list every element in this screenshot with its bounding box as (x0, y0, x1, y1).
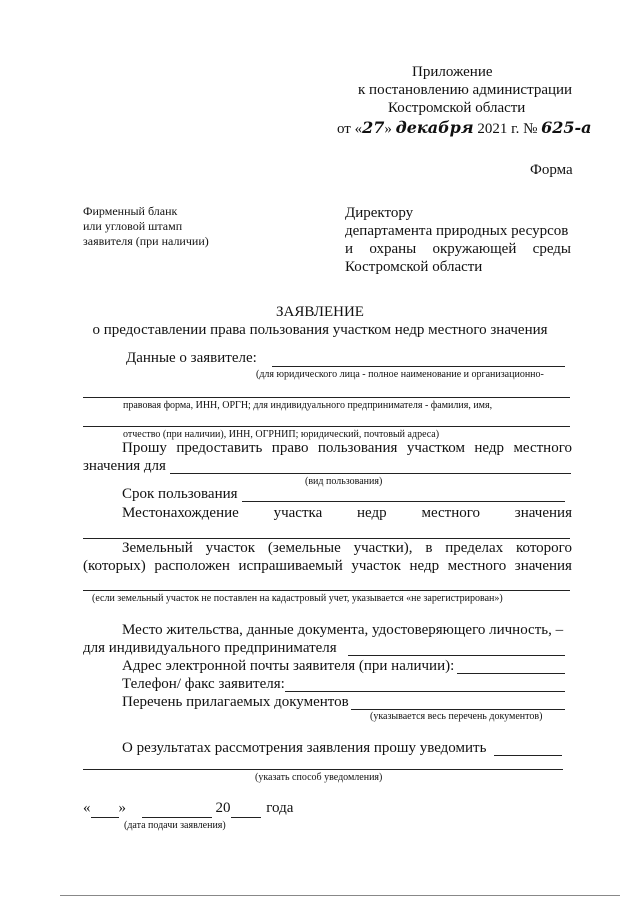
month-field[interactable] (142, 800, 212, 818)
handwritten-number: 625-а (541, 118, 592, 137)
letterhead-line2: или угловой штамп (83, 219, 183, 233)
day-field[interactable] (91, 800, 119, 818)
word: среды (532, 241, 571, 257)
quote-close: » (118, 800, 126, 816)
notify-field-2[interactable] (83, 769, 563, 770)
addressee-line3 (345, 241, 571, 258)
land-line1 (122, 540, 572, 557)
word: участки), (353, 540, 413, 556)
quote-open: « (83, 800, 91, 816)
notify-hint: (указать способ уведомления) (255, 772, 383, 783)
addressee-line4: Костромской области (345, 259, 483, 275)
word: пользования (317, 440, 398, 456)
location-line (122, 505, 572, 522)
word: испрашиваемый (238, 558, 343, 574)
word: в (425, 540, 433, 556)
email-field[interactable] (457, 673, 565, 674)
year-suffix: года (266, 800, 294, 816)
docs-label: Перечень прилагаемых документов (122, 694, 349, 710)
date-prefix: от « (337, 121, 363, 137)
date-year: 2021 г. № (477, 121, 538, 137)
letterhead-line3: заявителя (при наличии) (83, 234, 209, 248)
word: недр (357, 505, 387, 521)
applicant-hint2: правовая форма, ИНН, ОРГН; для индивидуального предпринимателя - фамилия, имя, (123, 400, 493, 411)
phone-field[interactable] (285, 691, 565, 692)
doc-title: ЗАЯВЛЕНИЕ (276, 304, 364, 320)
word: значения (514, 505, 572, 521)
word: (которых) (83, 558, 146, 574)
appendix-date-line (337, 118, 592, 138)
submission-date (83, 800, 293, 818)
year-prefix: 20 (215, 800, 231, 816)
word: недр (409, 558, 440, 574)
word: Прошу (122, 440, 167, 456)
residence-field[interactable] (348, 655, 565, 656)
appendix-line2: к постановлению администрации (358, 82, 573, 98)
word: и (345, 241, 354, 257)
term-label: Срок пользования (122, 486, 238, 502)
location-field[interactable] (83, 538, 570, 539)
land-line2 (83, 558, 572, 575)
word: участок (351, 558, 401, 574)
word: Земельный (122, 540, 193, 556)
usage-type-hint: (вид пользования) (305, 476, 383, 487)
word: местного (513, 440, 572, 456)
handwritten-day: 27 (362, 118, 385, 137)
docs-field[interactable] (351, 709, 565, 710)
word: местного (447, 558, 507, 574)
request-line2: значения для (83, 458, 166, 474)
notify-label: О результатах рассмотрения заявления прошу уведомить (122, 740, 487, 756)
appendix-line3: Костромской области (388, 100, 526, 116)
addressee-line2: департамента природных ресурсов (345, 223, 569, 239)
date-mid: » (384, 121, 392, 137)
applicant-field[interactable] (272, 366, 565, 367)
applicant-label: Данные о заявителе: (126, 350, 257, 366)
word: недр (474, 440, 505, 456)
applicant-field-3[interactable] (83, 426, 570, 427)
docs-hint: (указывается весь перечень документов) (370, 711, 543, 722)
residence-line1: Место жительства, данные документа, удостоверяющего личность, – (122, 622, 564, 638)
year-field[interactable] (231, 800, 261, 818)
request-line1 (122, 440, 572, 457)
word: охраны (369, 241, 417, 257)
land-hint: (если земельный участок не поставлен на кадастровый учет, указывается «не зарегистрирован») (92, 593, 503, 604)
word: Местонахождение (122, 505, 239, 521)
phone-label: Телефон/ факс заявителя: (122, 676, 285, 692)
word: местного (421, 505, 480, 521)
notify-field[interactable] (494, 755, 562, 756)
doc-subtitle: о предоставлении права пользования участком недр местного значения (92, 322, 548, 338)
appendix-line1: Приложение (412, 64, 493, 80)
usage-type-field[interactable] (170, 473, 571, 474)
word: которого (516, 540, 572, 556)
letterhead-line1: Фирменный бланк (83, 204, 178, 218)
word: (земельные (267, 540, 341, 556)
land-field[interactable] (83, 590, 570, 591)
term-field[interactable] (242, 501, 565, 502)
form-label: Форма (530, 162, 573, 178)
residence-line2: для индивидуального предпринимателя (83, 640, 337, 656)
applicant-field-2[interactable] (83, 397, 570, 398)
word: участка (273, 505, 323, 521)
email-label: Адрес электронной почты заявителя (при наличии): (122, 658, 455, 674)
addressee-line1: Директору (345, 205, 414, 221)
word: окружающей (432, 241, 517, 257)
applicant-hint3: отчество (при наличии), ИНН, ОГРНИП; юридический, почтовый адреса) (123, 429, 440, 440)
word: предоставить (176, 440, 263, 456)
scan-edge-line (60, 895, 620, 896)
word: расположен (154, 558, 230, 574)
word: участок (205, 540, 256, 556)
word: пределах (445, 540, 504, 556)
word: право (271, 440, 309, 456)
word: участком (406, 440, 465, 456)
date-hint: (дата подачи заявления) (124, 820, 226, 831)
handwritten-month: декабря (395, 118, 474, 137)
applicant-hint1: (для юридического лица - полное наименование и организационно- (256, 369, 544, 380)
word: значения (514, 558, 572, 574)
